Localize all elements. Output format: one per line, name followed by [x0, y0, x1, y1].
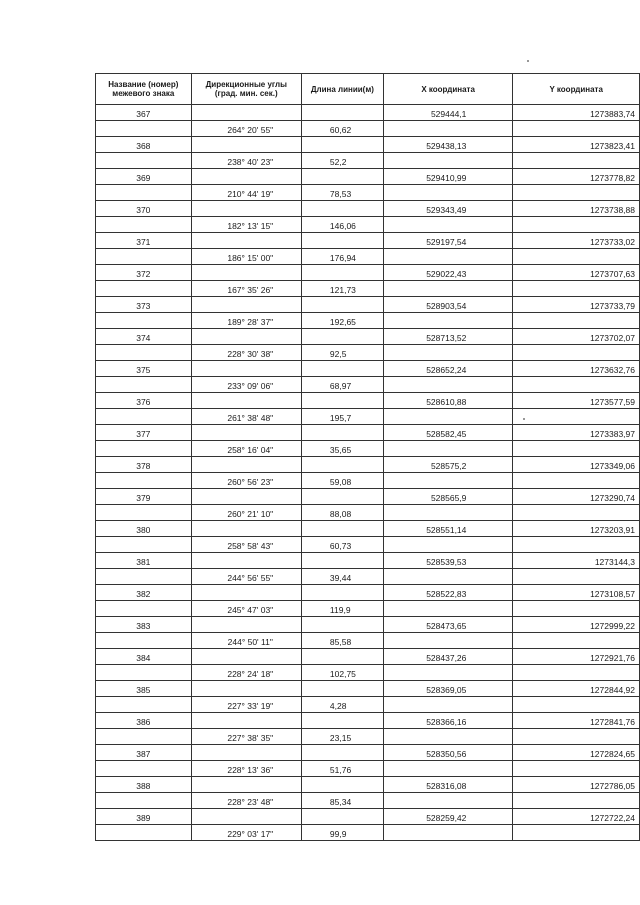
line-length-cell: 39,44: [301, 569, 383, 585]
line-length-cell: 146,06: [301, 217, 383, 233]
header-marker-name: Название (номер) межевого знака: [96, 74, 192, 105]
line-length-cell: 51,76: [301, 761, 383, 777]
x-coordinate-cell: 528437,26: [383, 649, 513, 665]
bearing-angle-cell: 227° 33' 19": [191, 697, 301, 713]
y-coordinate-cell: 1273707,63: [513, 265, 640, 281]
empty-cell: [301, 329, 383, 345]
segment-row: [96, 761, 640, 777]
empty-cell: [383, 729, 513, 745]
empty-cell: [513, 505, 640, 521]
marker-name-cell: 374: [96, 329, 192, 345]
segment-row: [96, 505, 640, 521]
table-header-row: [96, 74, 640, 105]
line-length-cell: 99,9: [301, 825, 383, 841]
empty-cell: [513, 697, 640, 713]
bearing-angle-cell: 182° 13' 15": [191, 217, 301, 233]
y-coordinate-cell: 1273632,76: [513, 361, 640, 377]
line-length-cell: 85,34: [301, 793, 383, 809]
marker-row: [96, 137, 640, 153]
empty-cell: [191, 649, 301, 665]
empty-cell: [191, 553, 301, 569]
segment-row: [96, 409, 640, 425]
y-coordinate-cell: 1272722,24: [513, 809, 640, 825]
empty-cell: [513, 441, 640, 457]
bearing-angle-cell: 167° 35' 26": [191, 281, 301, 297]
marker-name-cell: 378: [96, 457, 192, 473]
line-length-cell: 60,62: [301, 121, 383, 137]
empty-cell: [513, 281, 640, 297]
empty-cell: [513, 569, 640, 585]
line-length-cell: 60,73: [301, 537, 383, 553]
y-coordinate-cell: 1273290,74: [513, 489, 640, 505]
empty-cell: [301, 745, 383, 761]
empty-cell: [301, 489, 383, 505]
empty-cell: [301, 393, 383, 409]
empty-cell: [191, 393, 301, 409]
empty-cell: [513, 185, 640, 201]
marker-row: [96, 233, 640, 249]
segment-row: [96, 313, 640, 329]
header-y-coordinate: Y координата: [513, 74, 640, 105]
y-coordinate-cell: 1273823,41: [513, 137, 640, 153]
marker-name-cell: 380: [96, 521, 192, 537]
marker-row: [96, 201, 640, 217]
bearing-angle-cell: 264° 20' 55": [191, 121, 301, 137]
header-line-length: Длина линии(м): [301, 74, 383, 105]
empty-cell: [513, 825, 640, 841]
marker-row: [96, 329, 640, 345]
empty-cell: [383, 569, 513, 585]
empty-cell: [513, 601, 640, 617]
segment-row: [96, 601, 640, 617]
y-coordinate-cell: 1273733,02: [513, 233, 640, 249]
empty-cell: [301, 105, 383, 121]
x-coordinate-cell: 528565,9: [383, 489, 513, 505]
x-coordinate-cell: 528369,05: [383, 681, 513, 697]
empty-cell: [191, 809, 301, 825]
empty-cell: [513, 217, 640, 233]
empty-cell: [383, 441, 513, 457]
marker-name-cell: 385: [96, 681, 192, 697]
scan-speck: [527, 60, 529, 62]
x-coordinate-cell: 528522,83: [383, 585, 513, 601]
empty-cell: [96, 825, 192, 841]
empty-cell: [301, 585, 383, 601]
marker-row: [96, 457, 640, 473]
empty-cell: [383, 825, 513, 841]
bearing-angle-cell: 228° 23' 48": [191, 793, 301, 809]
bearing-angle-cell: 210° 44' 19": [191, 185, 301, 201]
empty-cell: [383, 601, 513, 617]
marker-row: [96, 169, 640, 185]
bearing-angle-cell: 261° 38' 48": [191, 409, 301, 425]
y-coordinate-cell: 1272786,05: [513, 777, 640, 793]
line-length-cell: 88,08: [301, 505, 383, 521]
header-x-coordinate: X координата: [383, 74, 513, 105]
empty-cell: [383, 537, 513, 553]
empty-cell: [191, 745, 301, 761]
empty-cell: [301, 777, 383, 793]
segment-row: [96, 793, 640, 809]
marker-row: [96, 681, 640, 697]
empty-cell: [191, 233, 301, 249]
empty-cell: [383, 217, 513, 233]
y-coordinate-cell: 1273702,07: [513, 329, 640, 345]
empty-cell: [383, 249, 513, 265]
empty-cell: [191, 457, 301, 473]
empty-cell: [513, 377, 640, 393]
empty-cell: [96, 729, 192, 745]
marker-name-cell: 369: [96, 169, 192, 185]
empty-cell: [383, 185, 513, 201]
marker-row: [96, 713, 640, 729]
x-coordinate-cell: 528575,2: [383, 457, 513, 473]
marker-name-cell: 381: [96, 553, 192, 569]
marker-row: [96, 809, 640, 825]
empty-cell: [513, 761, 640, 777]
line-length-cell: 102,75: [301, 665, 383, 681]
empty-cell: [513, 537, 640, 553]
empty-cell: [383, 313, 513, 329]
marker-name-cell: 387: [96, 745, 192, 761]
line-length-cell: 85,58: [301, 633, 383, 649]
bearing-angle-cell: 260° 21' 10": [191, 505, 301, 521]
line-length-cell: 35,65: [301, 441, 383, 457]
empty-cell: [191, 489, 301, 505]
x-coordinate-cell: 529022,43: [383, 265, 513, 281]
bearing-angle-cell: 189° 28' 37": [191, 313, 301, 329]
segment-row: [96, 185, 640, 201]
line-length-cell: 23,15: [301, 729, 383, 745]
empty-cell: [301, 521, 383, 537]
empty-cell: [191, 201, 301, 217]
marker-row: [96, 489, 640, 505]
marker-row: [96, 521, 640, 537]
empty-cell: [191, 329, 301, 345]
empty-cell: [383, 121, 513, 137]
empty-cell: [96, 153, 192, 169]
x-coordinate-cell: 528903,54: [383, 297, 513, 313]
empty-cell: [301, 617, 383, 633]
line-length-cell: 119,9: [301, 601, 383, 617]
empty-cell: [513, 313, 640, 329]
segment-row: [96, 441, 640, 457]
y-coordinate-cell: 1273883,74: [513, 105, 640, 121]
empty-cell: [191, 169, 301, 185]
x-coordinate-cell: 529438,13: [383, 137, 513, 153]
segment-row: [96, 249, 640, 265]
x-coordinate-cell: 528350,56: [383, 745, 513, 761]
line-length-cell: 121,73: [301, 281, 383, 297]
bearing-angle-cell: 227° 38' 35": [191, 729, 301, 745]
bearing-angle-cell: 244° 56' 55": [191, 569, 301, 585]
y-coordinate-cell: 1272824,65: [513, 745, 640, 761]
marker-row: [96, 393, 640, 409]
bearing-angle-cell: 244° 50' 11": [191, 633, 301, 649]
empty-cell: [383, 153, 513, 169]
empty-cell: [191, 297, 301, 313]
line-length-cell: 78,53: [301, 185, 383, 201]
empty-cell: [301, 169, 383, 185]
segment-row: [96, 665, 640, 681]
marker-name-cell: 373: [96, 297, 192, 313]
marker-row: [96, 361, 640, 377]
marker-name-cell: 379: [96, 489, 192, 505]
bearing-angle-cell: 245° 47' 03": [191, 601, 301, 617]
marker-name-cell: 377: [96, 425, 192, 441]
empty-cell: [191, 265, 301, 281]
line-length-cell: 68,97: [301, 377, 383, 393]
empty-cell: [301, 809, 383, 825]
line-length-cell: 92,5: [301, 345, 383, 361]
empty-cell: [96, 601, 192, 617]
y-coordinate-cell: 1272844,92: [513, 681, 640, 697]
empty-cell: [513, 729, 640, 745]
segment-row: [96, 345, 640, 361]
marker-name-cell: 382: [96, 585, 192, 601]
empty-cell: [513, 665, 640, 681]
empty-cell: [301, 713, 383, 729]
empty-cell: [383, 473, 513, 489]
y-coordinate-cell: 1273144,3: [513, 553, 640, 569]
empty-cell: [383, 633, 513, 649]
marker-name-cell: 367: [96, 105, 192, 121]
x-coordinate-cell: 528610,88: [383, 393, 513, 409]
table-body: [96, 105, 640, 841]
y-coordinate-cell: 1273349,06: [513, 457, 640, 473]
empty-cell: [96, 697, 192, 713]
x-coordinate-cell: 528259,42: [383, 809, 513, 825]
line-length-cell: 52,2: [301, 153, 383, 169]
empty-cell: [513, 249, 640, 265]
x-coordinate-cell: 529343,49: [383, 201, 513, 217]
line-length-cell: 176,94: [301, 249, 383, 265]
marker-row: [96, 617, 640, 633]
bearing-angle-cell: 258° 58' 43": [191, 537, 301, 553]
empty-cell: [301, 233, 383, 249]
x-coordinate-cell: 528316,08: [383, 777, 513, 793]
empty-cell: [96, 185, 192, 201]
empty-cell: [513, 633, 640, 649]
x-coordinate-cell: 528652,24: [383, 361, 513, 377]
line-length-cell: 192,65: [301, 313, 383, 329]
empty-cell: [96, 537, 192, 553]
empty-cell: [301, 361, 383, 377]
marker-row: [96, 297, 640, 313]
empty-cell: [383, 345, 513, 361]
y-coordinate-cell: 1272841,76: [513, 713, 640, 729]
marker-row: [96, 265, 640, 281]
empty-cell: [96, 473, 192, 489]
segment-row: [96, 825, 640, 841]
x-coordinate-cell: 528582,45: [383, 425, 513, 441]
bearing-angle-cell: 228° 30' 38": [191, 345, 301, 361]
empty-cell: [191, 425, 301, 441]
empty-cell: [96, 249, 192, 265]
empty-cell: [191, 137, 301, 153]
marker-row: [96, 425, 640, 441]
y-coordinate-cell: 1272921,76: [513, 649, 640, 665]
x-coordinate-cell: 529410,99: [383, 169, 513, 185]
marker-name-cell: 386: [96, 713, 192, 729]
empty-cell: [301, 265, 383, 281]
empty-cell: [96, 761, 192, 777]
empty-cell: [301, 553, 383, 569]
bearing-angle-cell: 233° 09' 06": [191, 377, 301, 393]
bearing-angle-cell: 228° 13' 36": [191, 761, 301, 777]
marker-row: [96, 585, 640, 601]
empty-cell: [96, 665, 192, 681]
empty-cell: [383, 409, 513, 425]
y-coordinate-cell: 1273203,91: [513, 521, 640, 537]
line-length-cell: 4,28: [301, 697, 383, 713]
segment-row: [96, 217, 640, 233]
empty-cell: [383, 665, 513, 681]
marker-name-cell: 384: [96, 649, 192, 665]
empty-cell: [96, 121, 192, 137]
empty-cell: [96, 793, 192, 809]
bearing-angle-cell: 228° 24' 18": [191, 665, 301, 681]
empty-cell: [191, 585, 301, 601]
empty-cell: [96, 217, 192, 233]
marker-row: [96, 105, 640, 121]
empty-cell: [383, 697, 513, 713]
bearing-angle-cell: 258° 16' 04": [191, 441, 301, 457]
empty-cell: [301, 681, 383, 697]
empty-cell: [301, 201, 383, 217]
x-coordinate-cell: 528713,52: [383, 329, 513, 345]
x-coordinate-cell: 529444,1: [383, 105, 513, 121]
marker-name-cell: 375: [96, 361, 192, 377]
empty-cell: [383, 377, 513, 393]
bearing-angle-cell: 186° 15' 00": [191, 249, 301, 265]
marker-name-cell: 389: [96, 809, 192, 825]
segment-row: [96, 633, 640, 649]
empty-cell: [96, 569, 192, 585]
marker-name-cell: 370: [96, 201, 192, 217]
segment-row: [96, 281, 640, 297]
x-coordinate-cell: 528539,53: [383, 553, 513, 569]
empty-cell: [301, 297, 383, 313]
empty-cell: [383, 793, 513, 809]
y-coordinate-cell: 1273778,82: [513, 169, 640, 185]
empty-cell: [96, 313, 192, 329]
segment-row: [96, 473, 640, 489]
segment-row: [96, 121, 640, 137]
segment-row: [96, 537, 640, 553]
marker-row: [96, 553, 640, 569]
segment-row: [96, 569, 640, 585]
marker-name-cell: 372: [96, 265, 192, 281]
y-coordinate-cell: 1273108,57: [513, 585, 640, 601]
empty-cell: [513, 409, 640, 425]
bearing-angle-cell: 260° 56' 23": [191, 473, 301, 489]
empty-cell: [513, 121, 640, 137]
empty-cell: [513, 473, 640, 489]
y-coordinate-cell: 1273383,97: [513, 425, 640, 441]
marker-name-cell: 388: [96, 777, 192, 793]
y-coordinate-cell: 1273577,59: [513, 393, 640, 409]
segment-row: [96, 153, 640, 169]
x-coordinate-cell: 529197,54: [383, 233, 513, 249]
marker-row: [96, 745, 640, 761]
empty-cell: [383, 761, 513, 777]
empty-cell: [191, 617, 301, 633]
x-coordinate-cell: 528366,16: [383, 713, 513, 729]
marker-name-cell: 368: [96, 137, 192, 153]
empty-cell: [96, 505, 192, 521]
empty-cell: [191, 777, 301, 793]
empty-cell: [513, 345, 640, 361]
line-length-cell: 195,7: [301, 409, 383, 425]
empty-cell: [301, 649, 383, 665]
empty-cell: [301, 425, 383, 441]
marker-name-cell: 371: [96, 233, 192, 249]
y-coordinate-cell: 1273733,79: [513, 297, 640, 313]
empty-cell: [96, 377, 192, 393]
marker-name-cell: 376: [96, 393, 192, 409]
bearing-angle-cell: 238° 40' 23": [191, 153, 301, 169]
empty-cell: [301, 137, 383, 153]
bearing-angle-cell: 229° 03' 17": [191, 825, 301, 841]
segment-row: [96, 729, 640, 745]
empty-cell: [191, 105, 301, 121]
empty-cell: [301, 457, 383, 473]
empty-cell: [383, 505, 513, 521]
empty-cell: [191, 361, 301, 377]
empty-cell: [513, 793, 640, 809]
empty-cell: [96, 409, 192, 425]
y-coordinate-cell: 1273738,88: [513, 201, 640, 217]
empty-cell: [191, 713, 301, 729]
empty-cell: [96, 441, 192, 457]
segment-row: [96, 377, 640, 393]
line-length-cell: 59,08: [301, 473, 383, 489]
empty-cell: [191, 681, 301, 697]
header-bearing-angle: Дирекционные углы (град. мин. сек.): [191, 74, 301, 105]
boundary-coordinates-table: [95, 73, 640, 841]
x-coordinate-cell: 528551,14: [383, 521, 513, 537]
marker-row: [96, 777, 640, 793]
segment-row: [96, 697, 640, 713]
empty-cell: [383, 281, 513, 297]
empty-cell: [513, 153, 640, 169]
empty-cell: [96, 281, 192, 297]
empty-cell: [191, 521, 301, 537]
empty-cell: [96, 345, 192, 361]
x-coordinate-cell: 528473,65: [383, 617, 513, 633]
marker-row: [96, 649, 640, 665]
marker-name-cell: 383: [96, 617, 192, 633]
empty-cell: [96, 633, 192, 649]
y-coordinate-cell: 1272999,22: [513, 617, 640, 633]
